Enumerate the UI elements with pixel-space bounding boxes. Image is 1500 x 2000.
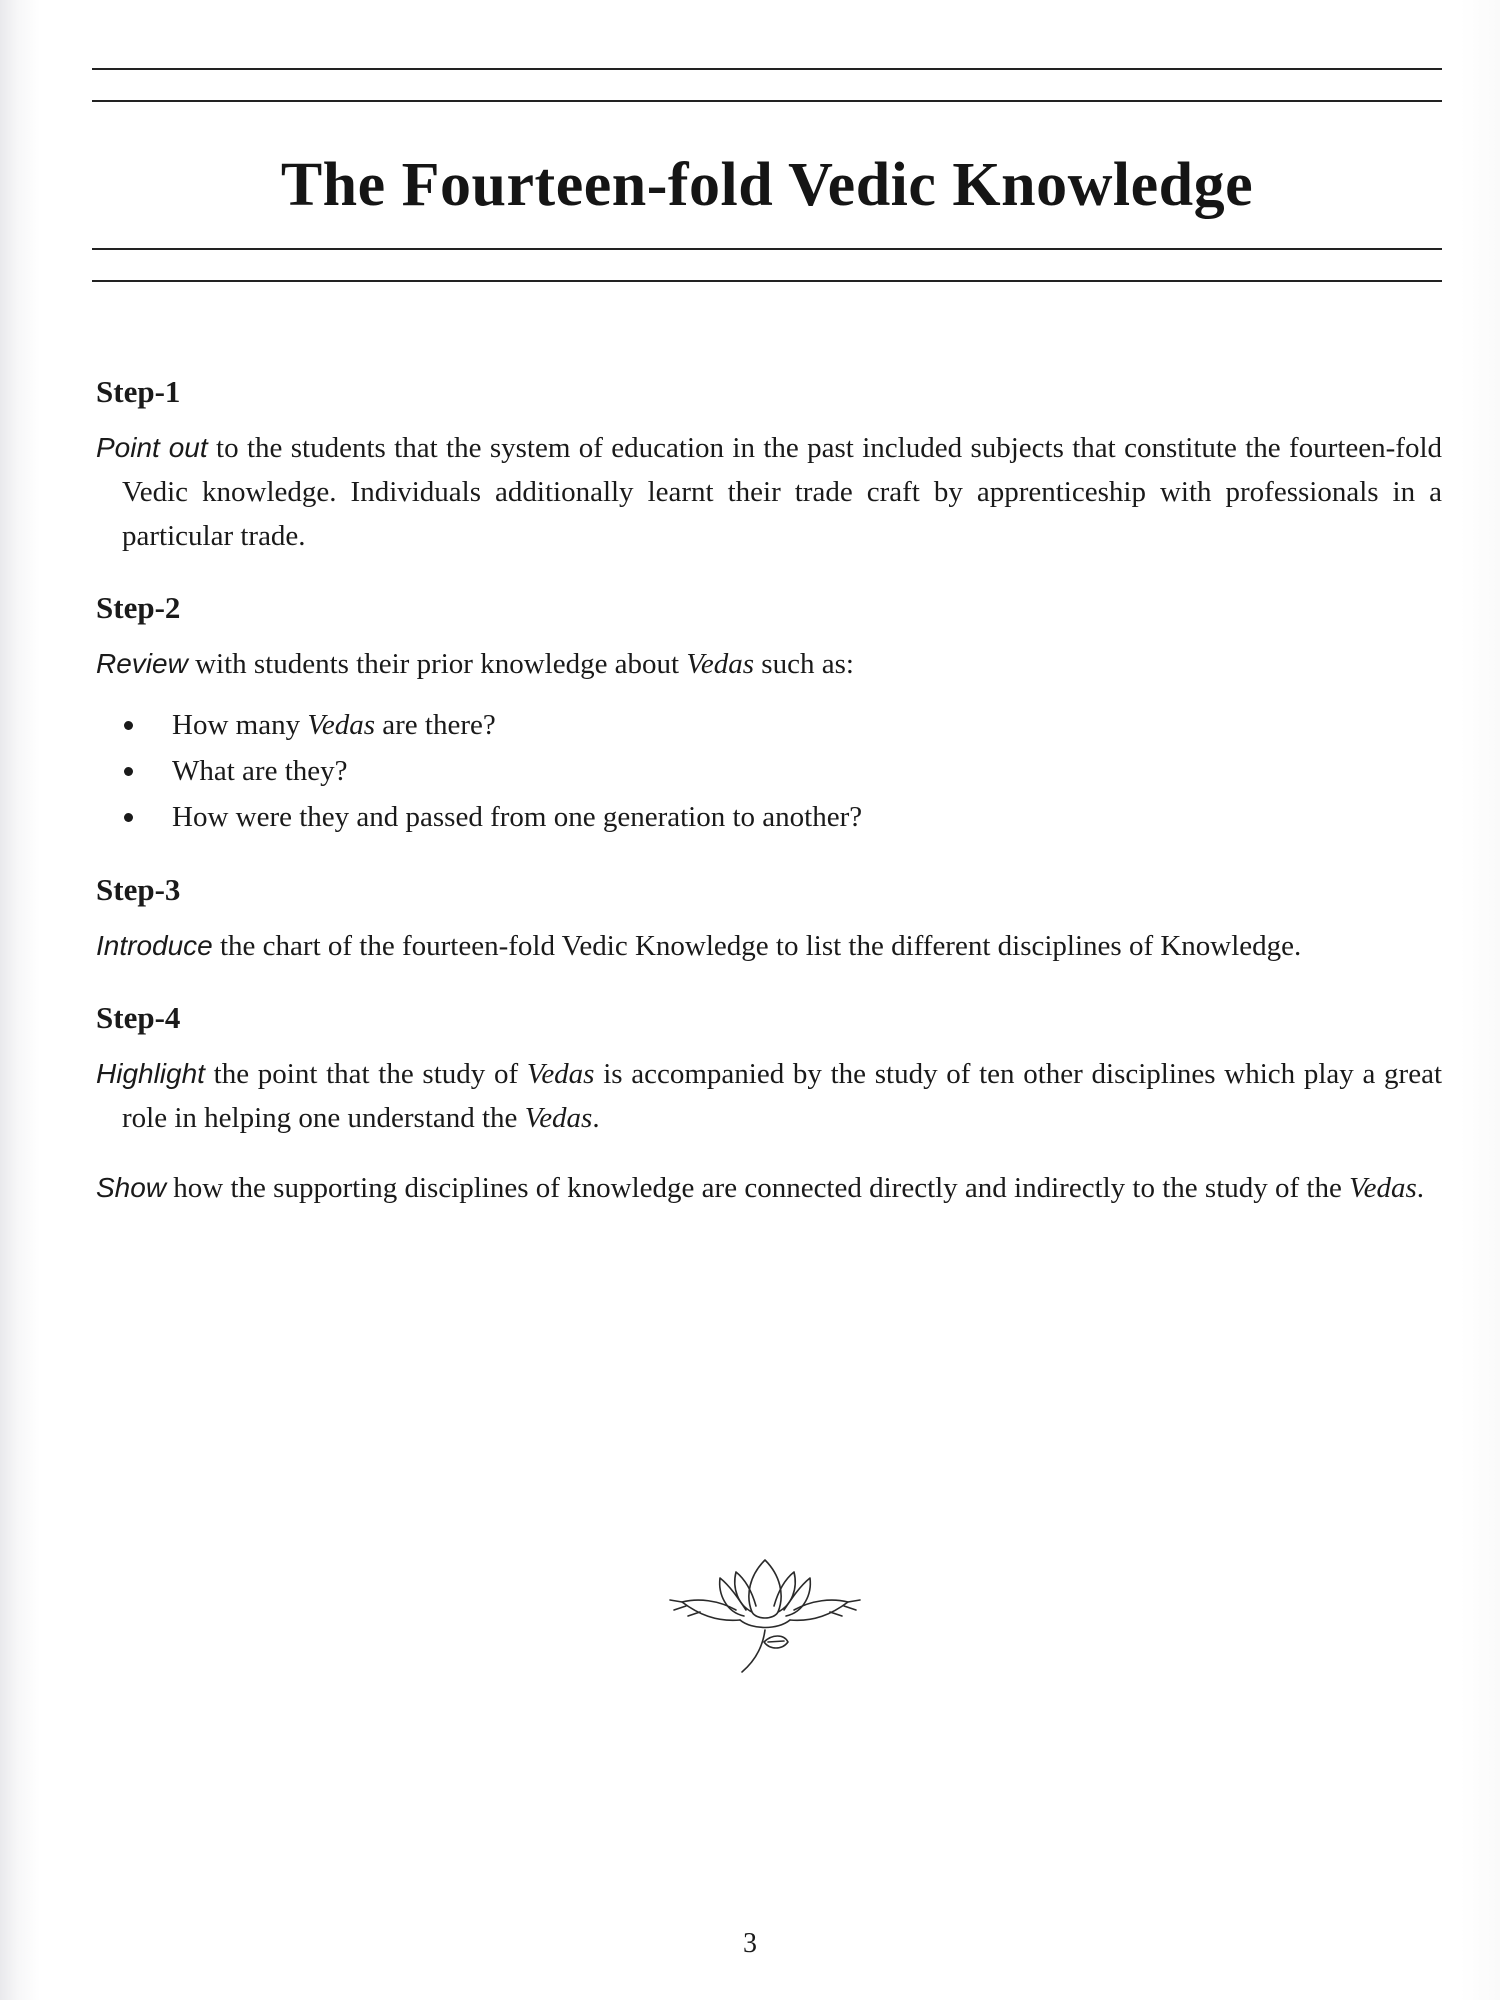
step-2-italic-term: Vedas [686,648,755,680]
list-item [96,748,1442,794]
list-item [96,702,1442,748]
bullet-text-after: are there? [382,709,496,741]
step-1-paragraph [96,426,1442,558]
step-4-text-before-2: how the supporting disciplines of knowledge are connected directly and indirectly to the study of the [173,1172,1342,1204]
step-3-heading: Step-3 [96,872,181,907]
step-4-italic-term-2: Vedas [524,1102,593,1134]
step-2-text-before: with students their prior knowledge about [195,648,680,680]
step-1-text: to the students that the system of education in the past included subjects that constitute the fourteen-fold Vedic knowledge. Individuals additionally learnt their trade craft by apprenticeship with professionals in a particular trade. [122,432,1443,552]
step-4-paragraph-1 [96,1052,1442,1140]
list-item [96,794,1442,840]
step-4-italic-term-3: Vedas [1349,1172,1417,1204]
bottom-rule-1 [92,248,1442,250]
bullet-icon [124,721,133,730]
lotus-icon [660,1550,870,1680]
step-4-text-middle: is accompanied by the study of ten other disciplines which play a great role in helping one understand the [122,1058,1442,1134]
step-1-verb: Point out [96,432,208,463]
bottom-rule-2 [92,280,1442,282]
bullet-italic: Vedas [307,709,375,741]
step-4-verb-1: Highlight [96,1058,205,1089]
step-2-heading: Step-2 [96,590,181,625]
step-4-text-before: the point that the study of [213,1058,519,1090]
step-4-italic-term: Vedas [526,1058,595,1090]
bullet-icon [124,813,133,822]
step-2-bullet-list [96,702,1442,840]
step-4-paragraph-2 [96,1166,1442,1210]
step-2-paragraph [96,642,1442,686]
top-rule-1 [92,68,1442,70]
steps-content [96,372,1442,1236]
step-3-text: the chart of the fourteen-fold Vedic Knowledge to list the different disciplines of Knowledge. [220,930,1302,962]
top-rule-2 [92,100,1442,102]
bullet-icon [124,767,133,776]
step-4-text-after: . [592,1102,600,1134]
page-number: 3 [743,1928,757,1959]
step-3-verb: Introduce [96,930,213,961]
bullet-text: How were they and passed from one generation to another? [172,801,863,833]
bullet-text: What are they? [172,755,348,787]
step-2-text-after: such as: [761,648,854,680]
step-1-heading: Step-1 [96,374,181,409]
step-3-paragraph [96,924,1442,968]
step-4-verb-2: Show [96,1172,167,1203]
bullet-text: How many [172,709,301,741]
step-2-verb: Review [96,648,188,679]
step-4-text-after-2: . [1416,1172,1425,1204]
step-4-heading: Step-4 [96,1000,181,1035]
page-title: The Fourteen-fold Vedic Knowledge [280,151,1254,219]
